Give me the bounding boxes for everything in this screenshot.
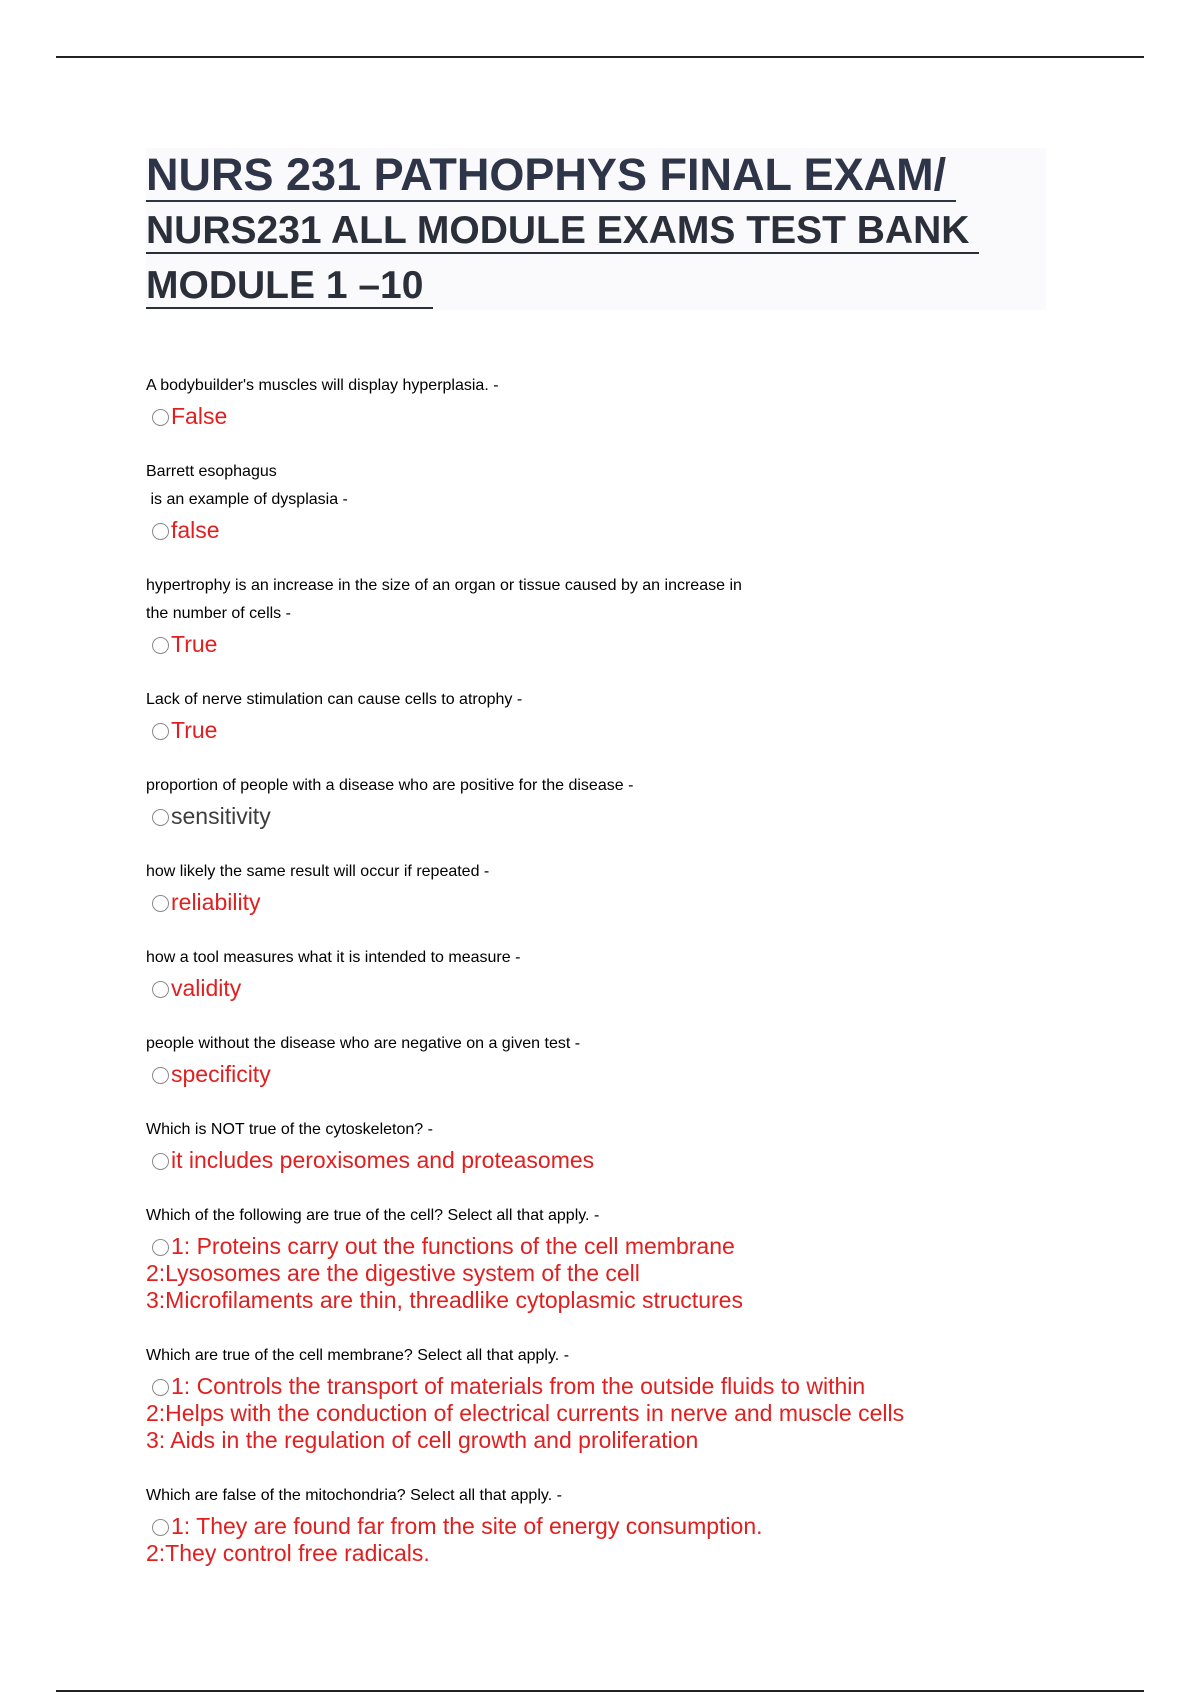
radio-icon[interactable] [152,1153,169,1170]
bottom-rule [56,1690,1144,1692]
answer-option[interactable] [146,1232,1066,1260]
question-text: hypertrophy is an increase in the size of an organ or tissue caused by an increase in the number of cells - [146,577,742,622]
answer-extra-line: 3: Aids in the regulation of cell growth and proliferation [146,1427,699,1453]
question-text: Barrett esophagus is an example of dysplasia - [146,463,348,508]
answer-option[interactable] [146,630,1066,658]
question-text: people without the disease who are negative on a given test - [146,1035,581,1052]
title-line-3: MODULE 1 –10 [146,263,1046,310]
radio-icon[interactable] [152,637,169,654]
answer-extra-line: 2:They control free radicals. [146,1540,430,1566]
answer-option[interactable] [146,802,1066,830]
answer-text: True [171,631,218,657]
radio-icon[interactable] [152,723,169,740]
radio-icon[interactable] [152,1379,169,1396]
answer-option[interactable] [146,1060,1066,1088]
radio-icon[interactable] [152,1067,169,1084]
question-item [146,1342,1066,1454]
question-text: proportion of people with a disease who are positive for the disease - [146,777,634,794]
document-title [146,148,1046,310]
question-text: Which are true of the cell membrane? Select all that apply. - [146,1347,570,1364]
question-text: how a tool measures what it is intended to measure - [146,949,521,966]
radio-icon[interactable] [152,809,169,826]
question-text: A bodybuilder's muscles will display hyperplasia. - [146,377,499,394]
question-item [146,772,1066,830]
answer-option[interactable] [146,516,1066,544]
answer-text: 1: Proteins carry out the functions of the cell membrane [171,1233,735,1259]
radio-icon[interactable] [152,895,169,912]
question-item [146,1202,1066,1314]
question-item [146,1030,1066,1088]
answer-text: 1: Controls the transport of materials from the outside fluids to within [171,1373,866,1399]
question-text: how likely the same result will occur if repeated - [146,863,490,880]
question-text: Which of the following are true of the cell? Select all that apply. - [146,1207,600,1224]
answer-option[interactable] [146,1146,1066,1174]
answer-text: False [171,403,228,429]
answer-option[interactable] [146,1512,1066,1540]
question-item [146,1116,1066,1174]
answer-extra-line: 2:Lysosomes are the digestive system of the cell [146,1260,640,1286]
answer-text: it includes peroxisomes and proteasomes [171,1147,595,1173]
answer-option[interactable] [146,716,1066,744]
answer-option[interactable] [146,888,1066,916]
radio-icon[interactable] [152,981,169,998]
radio-icon[interactable] [152,1239,169,1256]
answer-extra-line: 3:Microfilaments are thin, threadlike cytoplasmic structures [146,1287,743,1313]
title-line-1: NURS 231 PATHOPHYS FINAL EXAM/ [146,148,1046,202]
answer-extra-line: 2:Helps with the conduction of electrical currents in nerve and muscle cells [146,1400,905,1426]
question-item [146,458,1066,544]
question-item [146,686,1066,744]
answer-option[interactable] [146,1372,1066,1400]
answer-text: false [171,517,220,543]
title-line-2: NURS231 ALL MODULE EXAMS TEST BANK [146,208,1046,255]
question-item [146,572,1066,658]
radio-icon[interactable] [152,523,169,540]
question-text: Which is NOT true of the cytoskeleton? - [146,1121,433,1138]
question-list [146,372,1066,1595]
question-text: Lack of nerve stimulation can cause cells to atrophy - [146,691,523,708]
answer-text: reliability [171,889,261,915]
answer-text: sensitivity [171,803,271,829]
answer-text: specificity [171,1061,271,1087]
answer-text: 1: They are found far from the site of energy consumption. [171,1513,763,1539]
answer-text: True [171,717,218,743]
question-item [146,1482,1066,1567]
answer-text: validity [171,975,242,1001]
question-text: Which are false of the mitochondria? Select all that apply. - [146,1487,562,1504]
answer-option[interactable] [146,402,1066,430]
radio-icon[interactable] [152,409,169,426]
question-item [146,858,1066,916]
question-item [146,944,1066,1002]
answer-option[interactable] [146,974,1066,1002]
radio-icon[interactable] [152,1519,169,1536]
top-rule [56,56,1144,58]
question-item [146,372,1066,430]
